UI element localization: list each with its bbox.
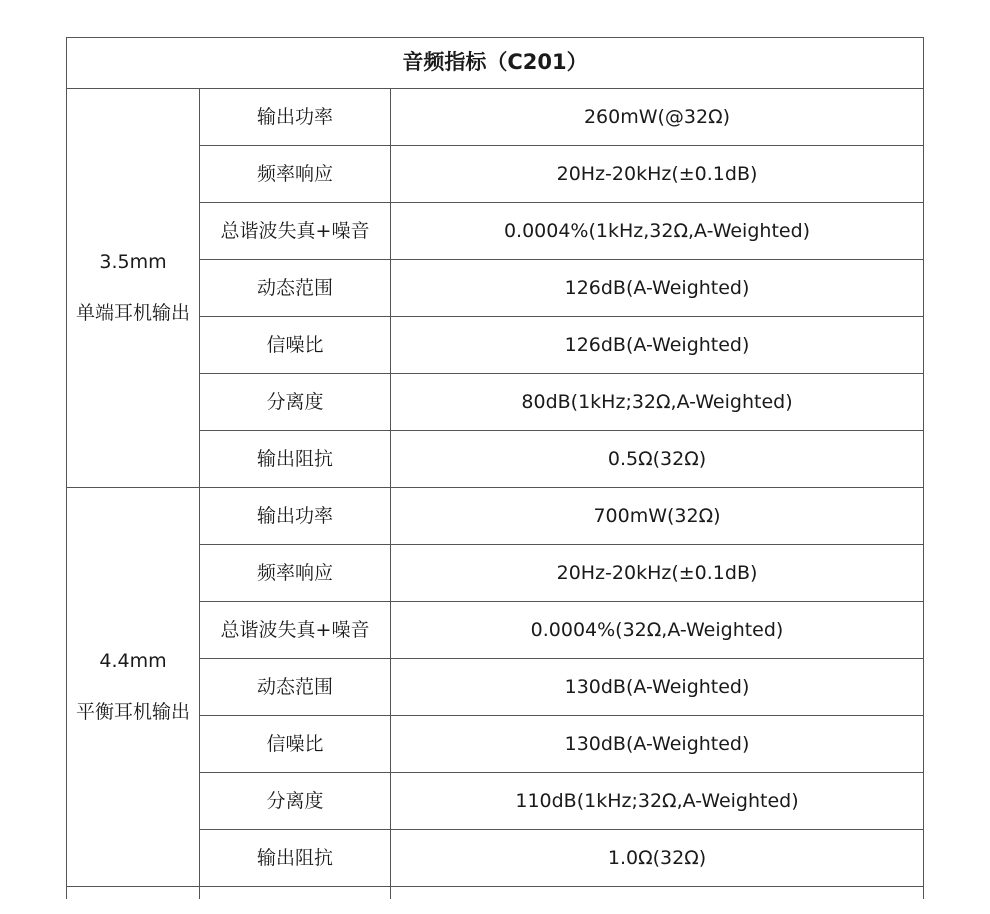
param-name: 输出阻抗 — [200, 830, 391, 887]
param-value: 20Hz-20kHz(±0.1dB) — [391, 545, 924, 602]
param-value: 20Hz-20kHz(±0.1dB) — [391, 146, 924, 203]
param-name: 信噪比 — [200, 317, 391, 374]
param-name: 总谐波失真+噪音 — [200, 602, 391, 659]
table-row — [67, 488, 924, 545]
param-value: 260mW(@32Ω) — [391, 89, 924, 146]
group-label-3-5mm: 3.5mm 单端耳机输出 — [67, 89, 200, 488]
empty-cell — [200, 887, 391, 900]
param-value: 126dB(A-Weighted) — [391, 317, 924, 374]
param-name: 输出功率 — [200, 488, 391, 545]
param-name: 输出阻抗 — [200, 431, 391, 488]
param-value: 110dB(1kHz;32Ω,A-Weighted) — [391, 773, 924, 830]
param-value: 0.0004%(1kHz,32Ω,A-Weighted) — [391, 203, 924, 260]
param-name: 动态范围 — [200, 659, 391, 716]
param-value: 0.0004%(32Ω,A-Weighted) — [391, 602, 924, 659]
table-row-partial — [67, 887, 924, 900]
param-name: 频率响应 — [200, 545, 391, 602]
param-name: 输出功率 — [200, 89, 391, 146]
param-value: 130dB(A-Weighted) — [391, 659, 924, 716]
param-value: 0.5Ω(32Ω) — [391, 431, 924, 488]
param-name: 总谐波失真+噪音 — [200, 203, 391, 260]
param-value: 80dB(1kHz;32Ω,A-Weighted) — [391, 374, 924, 431]
param-value: 700mW(32Ω) — [391, 488, 924, 545]
table-title: 音频指标（C201） — [67, 38, 924, 89]
param-value: 1.0Ω(32Ω) — [391, 830, 924, 887]
empty-cell — [67, 887, 200, 900]
group-label-4-4mm: 4.4mm 平衡耳机输出 — [67, 488, 200, 887]
empty-cell — [391, 887, 924, 900]
audio-spec-table — [66, 37, 924, 899]
table-row — [67, 89, 924, 146]
param-value: 126dB(A-Weighted) — [391, 260, 924, 317]
param-name: 信噪比 — [200, 716, 391, 773]
param-name: 动态范围 — [200, 260, 391, 317]
param-name: 分离度 — [200, 773, 391, 830]
param-name: 分离度 — [200, 374, 391, 431]
param-value: 130dB(A-Weighted) — [391, 716, 924, 773]
param-name: 频率响应 — [200, 146, 391, 203]
